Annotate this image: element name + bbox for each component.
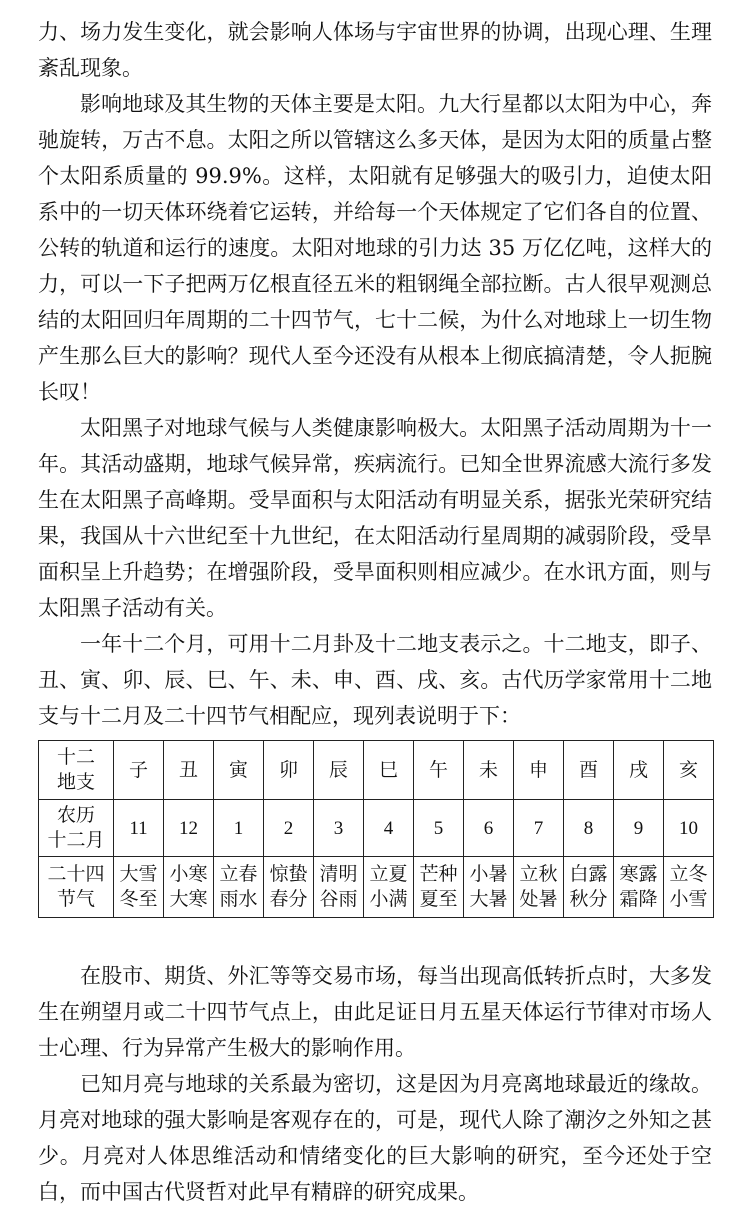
solar-term-cell: 立秋 处暑 [514,857,564,918]
table-row-solar-terms [39,857,714,918]
branch-cell: 未 [464,741,514,800]
solar-term-cell: 立冬 小雪 [664,857,714,918]
paragraph-moon: 已知月亮与地球的关系最为密切，这是因为月亮离地球最近的缘故。月亮对地球的强大影响是客观存在的，可是，现代人除了潮汐之外知之甚少。月亮对人体思维活动和情绪变化的巨大影响的研究，至今还处于空白，而中国古代贤哲对此早有精辟的研究成果。 [38,1072,712,1204]
branch-cell: 辰 [314,741,364,800]
month-cell: 12 [164,800,214,857]
branch-cell: 戌 [614,741,664,800]
solar-term-cell: 惊蛰 春分 [264,857,314,918]
row-header-branches: 十二 地支 [39,741,114,800]
solar-term-cell: 白露 秋分 [564,857,614,918]
branch-cell: 酉 [564,741,614,800]
page-body [38,14,712,1210]
branch-cell: 子 [114,741,164,800]
solar-term-cell: 立夏 小满 [364,857,414,918]
solar-term-cell: 清明 谷雨 [314,857,364,918]
month-cell: 9 [614,800,664,857]
branches-months-solar-terms-table [38,740,714,918]
branch-cell: 申 [514,741,564,800]
paragraph-continuation: 力、场力发生变化，就会影响人体场与宇宙世界的协调，出现心理、生理紊乱现象。 [38,20,712,80]
paragraph-markets: 在股市、期货、外汇等等交易市场，每当出现高低转折点时，大多发生在朔望月或二十四节气点上，由此足证日月五星天体运行节律对市场人士心理、行为异常产生极大的影响作用。 [38,964,712,1060]
solar-term-cell: 小寒 大寒 [164,857,214,918]
paragraph-sun-influence: 影响地球及其生物的天体主要是太阳。九大行星都以太阳为中心，奔驰旋转，万古不息。太阳之所以管辖这么多天体，是因为太阳的质量占整个太阳系质量的 99.9%。这样，太阳就有足够强大的吸引力，迫使太阳系中的一切天体环绕着它运转，并给每一个天体规定了它们各自的位置、公转的轨道和运行的速度。太阳对地球的引力达 35 万亿亿吨，这样大的力，可以一下子把两万亿根直径五米的粗钢绳全部拉断。古人很早观测总结的太阳回归年周期的二十四节气，七十二候，为什么对地球上一切生物产生那么巨大的影响？现代人至今还没有从根本上彻底搞清楚，令人扼腕长叹！ [38,92,712,404]
branch-cell: 寅 [214,741,264,800]
branch-cell: 亥 [664,741,714,800]
table-row-branches [39,741,714,800]
solar-term-cell: 小暑 大暑 [464,857,514,918]
solar-term-cell: 寒露 霜降 [614,857,664,918]
branch-cell: 午 [414,741,464,800]
branch-cell: 丑 [164,741,214,800]
branch-cell: 巳 [364,741,414,800]
month-cell: 11 [114,800,164,857]
month-cell: 3 [314,800,364,857]
solar-term-cell: 立春 雨水 [214,857,264,918]
month-cell: 2 [264,800,314,857]
month-cell: 10 [664,800,714,857]
month-cell: 8 [564,800,614,857]
row-header-solar-terms: 二十四 节气 [39,857,114,918]
branch-cell: 卯 [264,741,314,800]
month-cell: 7 [514,800,564,857]
month-cell: 5 [414,800,464,857]
month-cell: 6 [464,800,514,857]
month-cell: 1 [214,800,264,857]
solar-term-cell: 大雪 冬至 [114,857,164,918]
solar-term-cell: 芒种 夏至 [414,857,464,918]
paragraph-earthly-branches-intro: 一年十二个月，可用十二月卦及十二地支表示之。十二地支，即子、丑、寅、卯、辰、巳、午、未、申、酉、戌、亥。古代历学家常用十二地支与十二月及二十四节气相配应，现列表说明于下： [38,632,712,728]
paragraph-sunspots: 太阳黑子对地球气候与人类健康影响极大。太阳黑子活动周期为十一年。其活动盛期，地球气候异常，疾病流行。已知全世界流感大流行多发生在太阳黑子高峰期。受旱面积与太阳活动有明显关系，据张光荣研究结果，我国从十六世纪至十九世纪，在太阳活动行星周期的减弱阶段，受旱面积呈上升趋势；在增强阶段，受旱面积则相应减少。在水讯方面，则与太阳黑子活动有关。 [38,416,712,620]
row-header-months: 农历 十二月 [39,800,114,857]
table-row-months [39,800,714,857]
month-cell: 4 [364,800,414,857]
